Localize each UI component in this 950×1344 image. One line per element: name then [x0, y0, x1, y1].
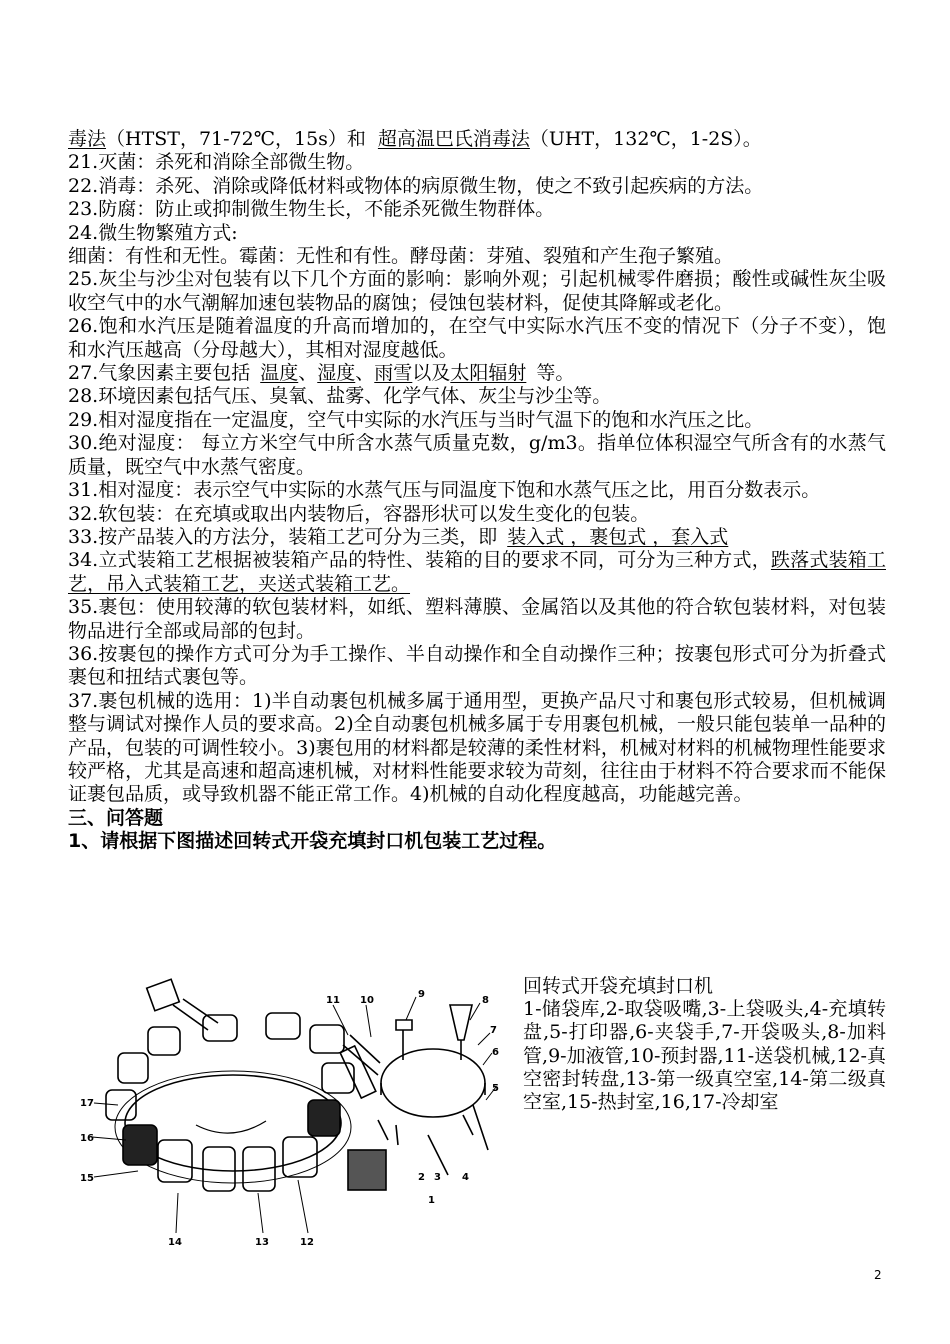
feed-hopper-shape	[450, 1005, 472, 1040]
paragraph-22: 22.消毒：杀死、消除或降低材料或物体的病原微生物，使之不致引起疾病的方法。	[68, 174, 764, 197]
underlined-term: 毒法	[68, 128, 107, 150]
rotation-arrow-shape	[196, 1121, 266, 1133]
diagram-label-4: 4	[462, 1172, 469, 1183]
label-leaders	[176, 1180, 308, 1233]
diagram-label-2: 2	[418, 1172, 425, 1183]
underlined-term: 装入式 ，裹包式 ，套入式	[507, 525, 729, 548]
paragraph-34	[68, 549, 886, 596]
diagram-label-3: 3	[434, 1172, 441, 1183]
paragraph-33	[68, 526, 886, 549]
underlined-term: 雨雪	[374, 362, 413, 385]
caption-body: 1-储袋库,2-取袋吸嘴,3-上袋吸头,4-充填转盘,5-打印器,6-夹袋手,7-开袋吸头,8-加料管,9-加液管,10-预封器,11-送袋机械,12-真空密封转盘,13-第一级真空室,14-第二级真空室,15-热封室,16,17-冷却室	[523, 998, 886, 1114]
diagram-label-1: 1	[428, 1195, 435, 1206]
text-span: 27.气象因素主要包括	[68, 362, 251, 385]
chamber-shape	[106, 1090, 136, 1120]
diagram-label-11: 11	[326, 995, 340, 1006]
diagram-label-12: 12	[300, 1237, 314, 1248]
paragraph-31: 31.相对湿度：表示空气中实际的水蒸气压与同温度下饱和水蒸气压之比，用百分数表示。	[68, 479, 821, 502]
paragraph-21: 21.灭菌：杀死和消除全部微生物。	[68, 151, 365, 174]
diagram-label-15: 15	[80, 1173, 94, 1184]
paragraph-27	[68, 362, 886, 385]
paragraph-24: 24.微生物繁殖方式:	[68, 221, 238, 244]
paragraph-25: 25.灰尘与沙尘对包装有以下几个方面的影响：影响外观；引起机械零件磨损；酸性或碱性灰尘吸收空气中的水气潮解加速包装物品的腐蚀；侵蚀包装材料，促使其降解或老化。	[68, 268, 886, 314]
underlined-term: 温度	[260, 362, 299, 385]
underlined-term: 跌落式装箱工艺，吊入式装箱工艺，夹送式装箱工艺。	[68, 549, 886, 595]
caption-title: 回转式开袋充填封口机	[523, 975, 714, 997]
text-span: 等。	[536, 362, 575, 385]
underlined-term: 太阳辐射	[450, 362, 527, 385]
paragraph-35: 35.裹包：使用较薄的软包装材料，如纸、塑料薄膜、金属箔以及其他的符合软包装材料，对包装物品进行全部或局部的包封。	[68, 596, 886, 642]
diagram-drawing	[92, 979, 496, 1233]
underlined-term: 湿度	[317, 362, 356, 385]
question-heading: 1、请根据下图描述回转式开袋充填封口机包装工艺过程。	[68, 830, 557, 853]
rotary-bag-filling-machine-diagram	[78, 975, 518, 1260]
leader-lines-shape	[378, 1120, 448, 1175]
diagram-label-16: 16	[80, 1133, 94, 1144]
diagram-label-10: 10	[360, 995, 374, 1006]
paragraph-23: 23.防腐：防止或抑制微生物生长，不能杀死微生物群体。	[68, 198, 555, 221]
text-span: 、	[298, 362, 318, 385]
printer-shape	[463, 1105, 488, 1150]
paragraph-37: 37.裹包机械的选用：1)半自动裹包机械多属于通用型，更换产品尺寸和裹包形式较易，但机械调整与调试对操作人员的要求高。2)全自动裹包机械多属于专用裹包机械，一般只能包装单一品种的产品，包装的可调性较小。3)裹包用的材料都是较薄的柔性材料，机械对材料的机械物理性能要求较严格，尤其是高速和超高速机械，对材料性能要求较为苛刻，往往由于材料不符合要求而不能保证裹包品质，或导致机器不能正常工作。4)机械的自动化程度越高，功能越完善。	[68, 689, 886, 806]
figure-caption	[523, 975, 886, 1114]
filling-turntable-shape	[381, 1049, 485, 1117]
chamber-shape	[203, 1015, 237, 1041]
diagram-labels	[80, 989, 499, 1248]
paragraph-29: 29.相对湿度指在一定温度，空气中实际的水汽压与当时气温下的饱和水汽压之比。	[68, 408, 764, 431]
text-span: （UHT，132℃，1-2S）。	[529, 128, 762, 150]
text-span: 34.立式装箱工艺根据被装箱产品的特性、装箱的目的要求不同，可分为三种方式，	[68, 549, 771, 572]
diagram-label-7: 7	[490, 1025, 497, 1036]
filling-turntable-side	[381, 1083, 485, 1095]
chamber-shape	[283, 1137, 317, 1177]
diagram-label-14: 14	[168, 1237, 182, 1248]
paragraph-pasteurization	[68, 128, 886, 151]
diagram-label-6: 6	[492, 1047, 499, 1058]
label-leaders	[333, 997, 496, 1100]
document-body	[68, 128, 886, 854]
section-heading: 三、问答题	[68, 806, 164, 829]
chamber-shape	[322, 1063, 354, 1093]
chamber-shape	[266, 1013, 300, 1039]
paragraph-30: 30.绝对湿度： 每立方米空气中所含水蒸气质量克数，g/m3。指单位体积湿空气所含有的水蒸气质量，既空气中水蒸气密度。	[68, 432, 886, 478]
page-number: 2	[874, 1268, 882, 1282]
chamber-shape	[148, 1027, 180, 1055]
paragraph-36: 36.按裹包的操作方式可分为手工操作、半自动操作和全自动操作三种；按裹包形式可分为折叠式裹包和扭结式裹包等。	[68, 642, 886, 689]
text-span: （HTST，71-72℃，15s）和	[106, 128, 366, 150]
figure-area	[68, 975, 886, 1265]
bag-store-box-shape	[348, 1150, 386, 1190]
text-span: 、	[355, 362, 375, 385]
diagram-label-8: 8	[482, 995, 489, 1006]
chamber-shape-dark	[123, 1125, 157, 1165]
paragraph-32: 32.软包装：在充填或取出内装物后，容器形状可以发生变化的包装。	[68, 502, 650, 525]
chamber-shape	[118, 1053, 148, 1083]
text-span: 以及	[412, 362, 451, 385]
diagram-label-9: 9	[418, 989, 425, 1000]
paragraph-26: 26.饱和水汽压是随着温度的升高而增加的，在空气中实际水汽压不变的情况下（分子不变），饱和水汽压越高（分母越大），其相对湿度越低。	[68, 315, 886, 361]
text-span: 33.按产品装入的方法分，装箱工艺可分为三类，即	[68, 525, 498, 548]
diagram-label-13: 13	[255, 1237, 269, 1248]
diagram-label-17: 17	[80, 1098, 94, 1109]
diagram-label-5: 5	[492, 1083, 499, 1094]
paragraph-24b: 细菌：有性和无性。霉菌：无性和有性。酵母菌：芽殖、裂殖和产生孢子繁殖。	[68, 245, 734, 268]
chamber-shape	[310, 1025, 344, 1053]
paragraph-28: 28.环境因素包括气压、臭氧、盐雾、化学气体、灰尘与沙尘等。	[68, 385, 612, 408]
underlined-term: 超高温巴氏消毒法	[377, 128, 530, 150]
chamber-shape-dark	[308, 1100, 340, 1136]
